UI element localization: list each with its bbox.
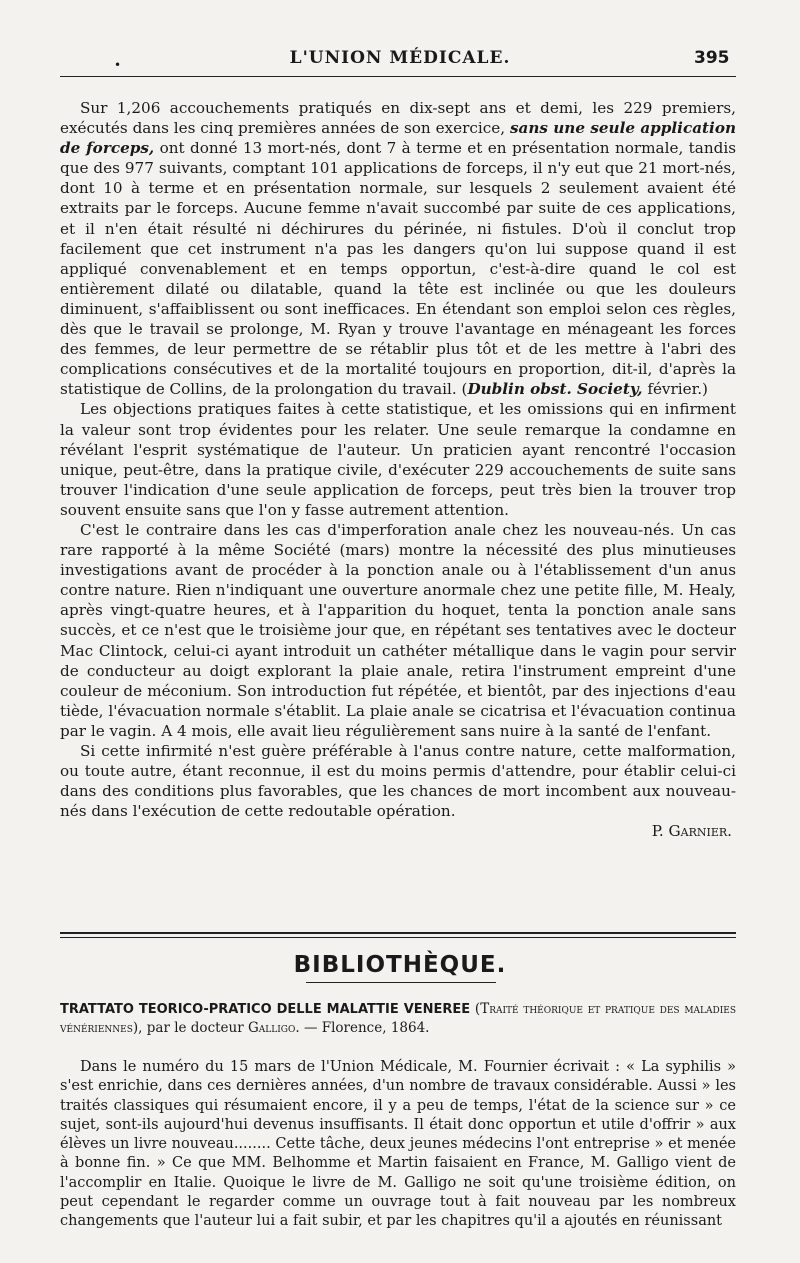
book-title: TRATTATO TEORICO-PRATICO DELLE MALATTIE VENEREE [60, 1002, 471, 1017]
article-paragraph-4: Si cette infirmité n'est guère préférable à l'anus contre nature, cette malformation, ou toute autre, étant reconnue, il est du moins permis d'attendre, pour établir celui-ci dans des conditions plus favorables, que les chances de mort incombent aux nouveau-nés dans l'exécution de cette redoutable opération. [60, 742, 736, 821]
section-title: BIBLIOTHÈQUE. [293, 952, 507, 978]
section-title-underline [306, 982, 496, 983]
author-signature: P. Garnier. [651, 822, 732, 841]
article-paragraph-1: Sur 1,206 accouchements pratiqués en dix-sept ans et demi, les 229 premiers, exécutés dans les cinq premières années de son exercice, sans une seule application de forceps, ont donné 13 mort-nés, dont 7 à terme et en présentation normale, tandis que des 977 suivants, comptant 101 applications de forceps, il n'y eut que 21 mort-nés, dont 10 à terme et en présentation normale, sur lesquels 2 seulement avaient été extraits par le forceps. Aucune femme n'avait succombé par suite de ces applications, et il n'en était résulté ni déchirures du périnée, ni fistules. D'où il conclut trop facilement que cet instrument n'a pas les dangers qu'on lui suppose quand il est appliqué convenablement et en temps opportun, c'est-à-dire quand le col est entièrement dilaté ou dilatable, quand la tête est inclinée ou que les douleurs diminuent, s'affaiblissent ou sont inefficaces. En étendant son emploi selon ces règles, dès que le travail se prolonge, M. Ryan y trouve l'avantage en ménageant les forces des femmes, de leur permettre de se rétablir plus tôt et de les mettre à l'abri des complications consécutives et de la mortalité toujours en proportion, dit-il, d'après la statistique de Collins, de la prolongation du travail. (Dublin obst. Society, février.) [60, 99, 736, 399]
review-text [60, 1058, 736, 1232]
section-rule-top [60, 932, 736, 934]
book-entry: TRATTATO TEORICO-PRATICO DELLE MALATTIE VENEREE (Traité théorique et pratique des maladies vénériennes), par le docteur Galligo. — Florence, 1864. [60, 1001, 737, 1036]
article-paragraph-2: Les objections pratiques faites à cette statistique, et les omissions qui en infirment la valeur sont trop évidentes pour les relater. Une seule remarque la condamne en révélant l'esprit systématique de l'auteur. Un praticien ayant rencontré l'occasion unique, peut-être, dans la pratique civile, d'exécuter 229 accouchements de suite sans trouver l'indication d'une seule application de forceps, peut très bien la trouver trop souvent ensuite sans que l'on y fasse autrement attention. [60, 400, 736, 519]
header-bullet: • [114, 58, 122, 72]
review-paragraph: Dans le numéro du 15 mars de l'Union Médicale, M. Fournier écrivait : « La syphilis » s'est enrichie, dans ces dernières années, d'un nombre de travaux considérable. Aussi » les traités classiques qui résumaient encore, il y a peu de temps, l'état de la science sur » ce sujet, sont-ils aujourd'hui devenus insuffisants. Il était donc opportun et utile d'offrir » aux élèves un livre nouveau........ Cette tâche, deux jeunes médecins l'ont entreprise » et menée à bonne fin. » Ce que MM. Belhomme et Martin faisaient en France, M. Galligo vient de l'accomplir en Italie. Quoique le livre de M. Galligo ne soit qu'une troisième édition, on peut cependant le regarder comme un ouvrage tout à fait nouveau par les nombreux changements que l'auteur lui a fait subir, et par les chapitres qu'il a ajoutés en réunissant [60, 1059, 736, 1230]
book-place-date: . — Florence, 1864. [295, 1020, 430, 1036]
italic-phrase: sans une seule application de forceps, [60, 119, 736, 158]
article-paragraph-3: C'est le contraire dans les cas d'imperforation anale chez les nouveau-nés. Un cas rare rapporté à la même Société (mars) montre la nécessité des plus minutieuses investigations avant de procéder à la ponction anale ou à l'établissement d'un anus contre nature. Rien n'indiquant une ouverture anormale chez une petite fille, M. Healy, après vingt-quatre heures, et à l'apparition du hoquet, tenta la ponction anale sans succès, et ce n'est que le troisième jour que, en répétant ses tentatives avec le docteur Mac Clintock, celui-ci ayant introduit un cathéter métallique dans le vagin pour servir de conducteur au doigt explorant la plaie anale, retira l'instrument empreint d'une couleur de méconium. Son introduction fut répétée, et bientôt, par des injections d'eau tiède, l'évacuation normale s'établit. La plaie anale se cicatrisa et l'évacuation continua par le vagin. A 4 mois, elle avait lieu régulièrement sans nuire à la santé de l'enfant. [60, 520, 736, 740]
book-translation: (Traité théorique et pratique des maladies vénériennes), [60, 1001, 737, 1036]
section-rule-bottom [60, 937, 736, 938]
page-number: 395 [694, 48, 730, 68]
source-citation: Dublin obst. Society, [467, 380, 643, 399]
running-title: L'UNION MÉDICALE. [289, 48, 511, 68]
header-rule [60, 76, 736, 77]
article-body [60, 98, 736, 841]
book-author: Galligo [247, 1020, 296, 1036]
